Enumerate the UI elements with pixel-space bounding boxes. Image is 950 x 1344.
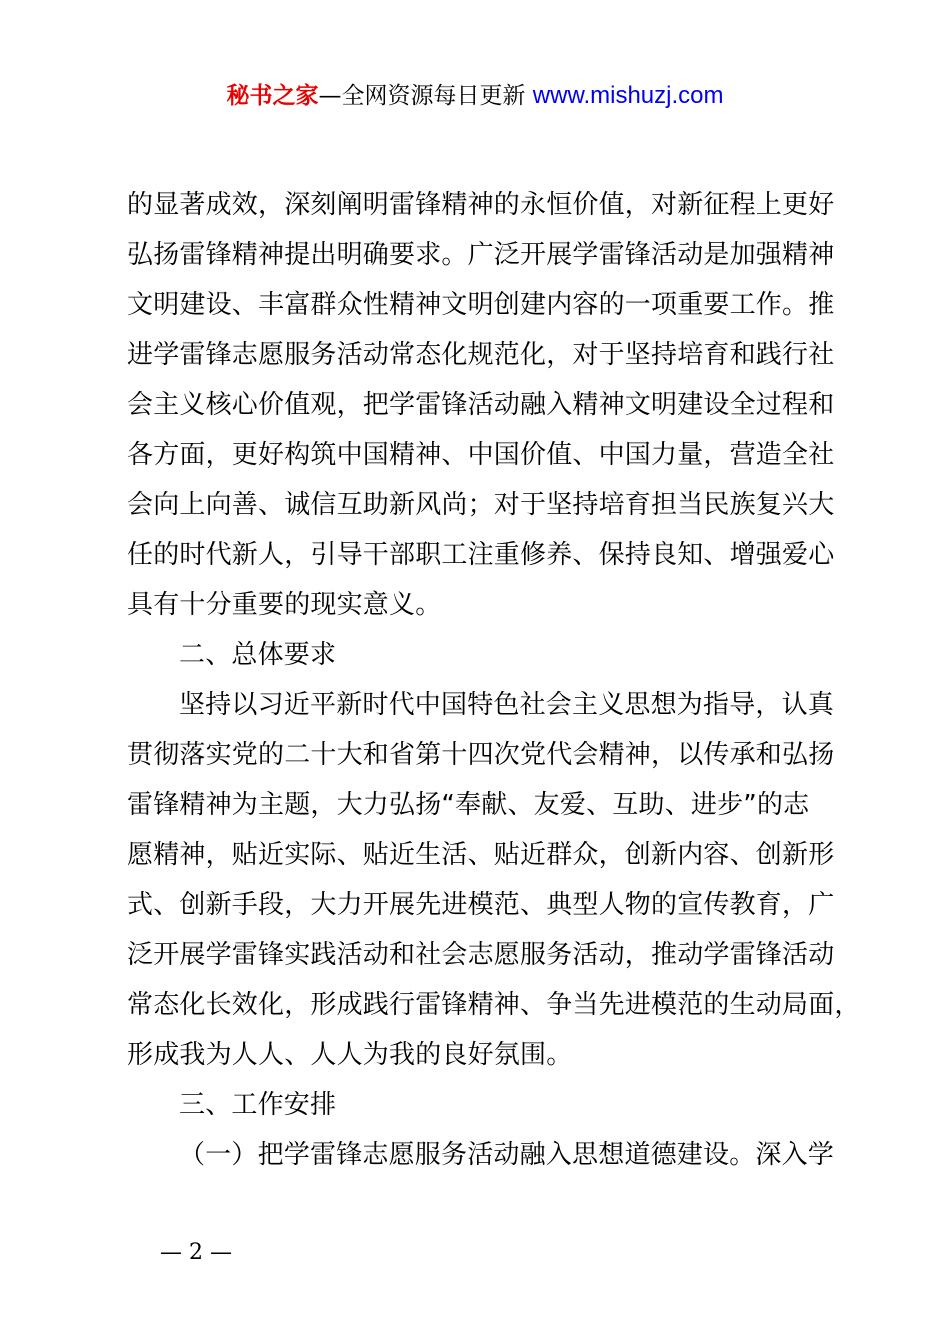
body-line: 会主义核心价值观，把学雷锋活动融入精神文明建设全过程和	[127, 390, 835, 420]
body-line: 式、创新手段，大力开展先进模范、典型人物的宣传教育，广	[127, 890, 835, 920]
site-tagline: —全网资源每日更新	[318, 83, 533, 109]
site-brand: 秘书之家	[226, 83, 319, 109]
body-line: 的显著成效，深刻阐明雷锋精神的永恒价值，对新征程上更好	[127, 190, 835, 220]
body-line: 形成我为人人、人人为我的良好氛围。	[127, 1040, 573, 1070]
body-line: 贯彻落实党的二十大和省第十四次党代会精神，以传承和弘扬	[127, 740, 835, 770]
paragraph-first-line: 坚持以习近平新时代中国特色社会主义思想为指导，认真	[179, 690, 835, 720]
site-url-link[interactable]: www.mishuzj.com	[532, 82, 724, 109]
body-line: 愿精神，贴近实际、贴近生活、贴近群众，创新内容、创新形	[127, 840, 835, 870]
document-body	[127, 180, 861, 1180]
body-line: 会向上向善、诚信互助新风尚；对于坚持培育担当民族复兴大	[127, 490, 835, 520]
body-line: 进学雷锋志愿服务活动常态化规范化，对于坚持培育和践行社	[127, 340, 835, 370]
body-line: 泛开展学雷锋实践活动和社会志愿服务活动，推动学雷锋活动	[127, 940, 835, 970]
paragraph-first-line: （一）把学雷锋志愿服务活动融入思想道德建设。深入学	[179, 1140, 835, 1170]
section-heading: 二、总体要求	[179, 640, 337, 670]
body-line: 任的时代新人，引导干部职工注重修养、保持良知、增强爱心	[127, 540, 835, 570]
body-line: 雷锋精神为主题，大力弘扬“奉献、友爱、互助、进步”的志	[127, 790, 810, 820]
site-header	[0, 80, 950, 112]
body-line: 文明建设、丰富群众性精神文明创建内容的一项重要工作。推	[127, 290, 835, 320]
section-heading: 三、工作安排	[179, 1090, 337, 1120]
body-line: 弘扬雷锋精神提出明确要求。广泛开展学雷锋活动是加强精神	[127, 240, 835, 270]
body-line: 具有十分重要的现实意义。	[127, 590, 442, 620]
body-line: 各方面，更好构筑中国精神、中国价值、中国力量，营造全社	[127, 440, 835, 470]
page-number: — 2 —	[160, 1240, 232, 1265]
body-line: 常态化长效化，形成践行雷锋精神、争当先进模范的生动局面，	[127, 990, 861, 1020]
